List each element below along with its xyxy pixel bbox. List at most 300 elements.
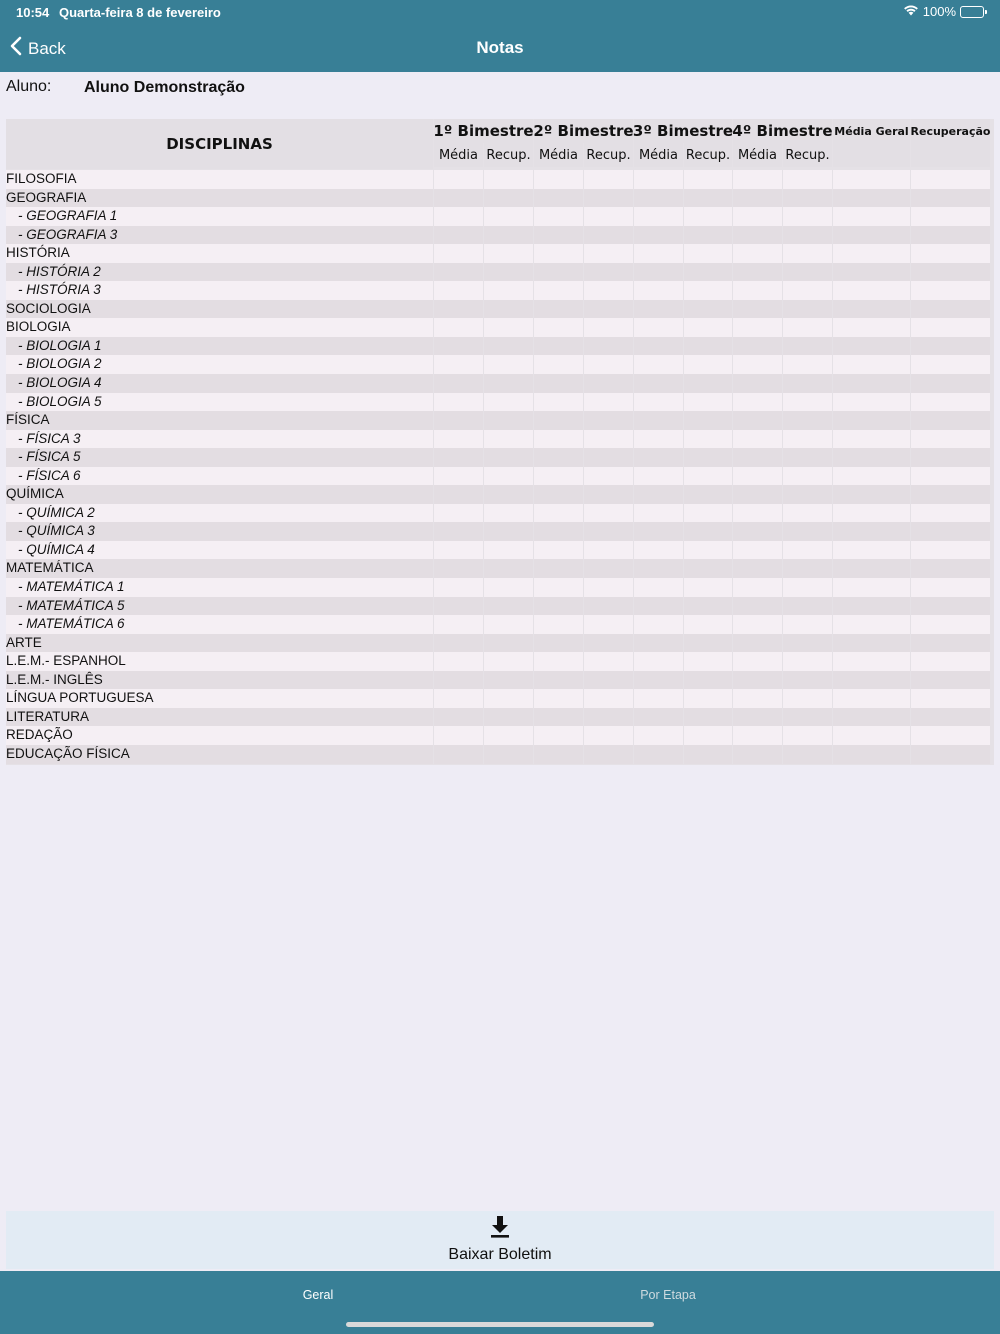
grade-cell — [684, 170, 732, 189]
grade-cell — [584, 689, 633, 708]
grade-cell — [434, 355, 483, 374]
table-row — [6, 189, 994, 208]
grade-cell — [783, 281, 832, 300]
recuperacao-subheader — [911, 143, 990, 167]
table-row — [6, 634, 994, 653]
grade-cell — [534, 634, 583, 653]
grade-cell — [833, 522, 910, 541]
table-row — [6, 226, 994, 245]
grade-cell — [833, 448, 910, 467]
table-row — [6, 615, 994, 634]
grade-cell — [484, 485, 533, 504]
grade-cell — [534, 337, 583, 356]
grade-cell — [584, 374, 633, 393]
grade-cell — [733, 634, 782, 653]
grade-cell — [534, 689, 583, 708]
grade-cell — [833, 430, 910, 449]
table-row — [6, 411, 994, 430]
grade-cell — [584, 170, 633, 189]
discipline-name: FÍSICA — [6, 411, 433, 430]
grade-cell — [783, 671, 832, 690]
grade-cell — [534, 578, 583, 597]
grade-cell — [484, 504, 533, 523]
grade-cell — [833, 597, 910, 616]
grade-cell — [783, 634, 832, 653]
grade-cell — [434, 615, 483, 634]
grade-cell — [783, 689, 832, 708]
tab-por-etapa[interactable]: Por Etapa — [640, 1288, 696, 1302]
grade-cell — [833, 504, 910, 523]
grade-cell — [911, 541, 990, 560]
grade-cell — [911, 430, 990, 449]
grade-cell — [584, 281, 633, 300]
table-row — [6, 393, 994, 412]
grade-cell — [783, 541, 832, 560]
grade-cell — [833, 244, 910, 263]
grade-cell — [833, 355, 910, 374]
discipline-name: - QUÍMICA 4 — [6, 541, 433, 560]
grade-cell — [584, 726, 633, 745]
download-report-button[interactable] — [6, 1211, 994, 1269]
grade-cell — [634, 374, 683, 393]
discipline-name: - QUÍMICA 2 — [6, 504, 433, 523]
table-row — [6, 355, 994, 374]
table-row — [6, 430, 994, 449]
grade-cell — [434, 559, 483, 578]
discipline-name: L.E.M.- ESPANHOL — [6, 652, 433, 671]
grade-cell — [534, 189, 583, 208]
grade-cell — [783, 615, 832, 634]
table-row — [6, 559, 994, 578]
table-row — [6, 300, 994, 319]
grade-cell — [484, 226, 533, 245]
grade-cell — [783, 355, 832, 374]
grade-cell — [733, 671, 782, 690]
grade-cell — [534, 485, 583, 504]
grade-cell — [684, 189, 732, 208]
grade-cell — [733, 226, 782, 245]
table-row — [6, 207, 994, 226]
grade-cell — [684, 318, 732, 337]
media-subheader: Média — [634, 143, 683, 167]
grade-cell — [833, 170, 910, 189]
grade-cell — [434, 393, 483, 412]
grade-cell — [484, 708, 533, 727]
grade-cell — [634, 485, 683, 504]
grade-cell — [484, 393, 533, 412]
grade-cell — [911, 615, 990, 634]
grade-cell — [534, 244, 583, 263]
grade-cell — [833, 745, 910, 764]
grade-cell — [484, 244, 533, 263]
grade-cell — [733, 207, 782, 226]
grade-cell — [534, 411, 583, 430]
status-date: Quarta-feira 8 de fevereiro — [59, 5, 221, 20]
discipline-name: - FÍSICA 5 — [6, 448, 433, 467]
grade-cell — [684, 263, 732, 282]
grade-cell — [434, 708, 483, 727]
grade-cell — [584, 578, 633, 597]
grade-cell — [584, 226, 633, 245]
grade-cell — [434, 522, 483, 541]
grade-cell — [684, 337, 732, 356]
grade-cell — [733, 615, 782, 634]
grade-cell — [484, 263, 533, 282]
grade-cell — [833, 559, 910, 578]
grade-cell — [684, 300, 732, 319]
grade-cell — [434, 467, 483, 486]
grade-cell — [534, 374, 583, 393]
grade-cell — [911, 337, 990, 356]
grade-cell — [911, 448, 990, 467]
grade-cell — [833, 207, 910, 226]
discipline-name: REDAÇÃO — [6, 726, 433, 745]
grade-cell — [911, 318, 990, 337]
grade-cell — [733, 504, 782, 523]
grade-cell — [634, 726, 683, 745]
grade-cell — [584, 745, 633, 764]
grade-cell — [584, 393, 633, 412]
grade-cell — [534, 300, 583, 319]
grade-cell — [534, 263, 583, 282]
grade-cell — [434, 671, 483, 690]
grade-cell — [911, 559, 990, 578]
grade-cell — [783, 726, 832, 745]
grade-cell — [484, 467, 533, 486]
grade-cell — [634, 281, 683, 300]
table-row — [6, 578, 994, 597]
navigation-bar — [0, 24, 1000, 72]
grade-cell — [783, 189, 832, 208]
grade-cell — [911, 189, 990, 208]
discipline-name: - MATEMÁTICA 1 — [6, 578, 433, 597]
grade-cell — [911, 411, 990, 430]
grade-cell — [634, 559, 683, 578]
grade-cell — [584, 559, 633, 578]
media-subheader: Média — [434, 143, 483, 167]
grade-cell — [684, 559, 732, 578]
grade-cell — [733, 318, 782, 337]
grade-cell — [833, 318, 910, 337]
grade-cell — [733, 374, 782, 393]
table-row — [6, 726, 994, 745]
grade-cell — [684, 541, 732, 560]
table-row — [6, 522, 994, 541]
status-bar — [0, 0, 1000, 24]
grade-cell — [484, 634, 533, 653]
battery-percent: 100% — [922, 4, 956, 19]
grade-cell — [783, 708, 832, 727]
grade-cell — [484, 726, 533, 745]
grade-cell — [484, 170, 533, 189]
grade-cell — [733, 578, 782, 597]
grade-cell — [434, 430, 483, 449]
grade-cell — [684, 355, 732, 374]
grade-cell — [684, 393, 732, 412]
grade-cell — [833, 374, 910, 393]
grade-cell — [534, 430, 583, 449]
grade-cell — [634, 634, 683, 653]
grade-cell — [684, 448, 732, 467]
discipline-name: - BIOLOGIA 5 — [6, 393, 433, 412]
grade-cell — [534, 745, 583, 764]
grade-cell — [911, 634, 990, 653]
grade-cell — [634, 318, 683, 337]
grade-cell — [484, 652, 533, 671]
grade-cell — [783, 485, 832, 504]
discipline-name: LITERATURA — [6, 708, 433, 727]
table-row — [6, 467, 994, 486]
grade-cell — [584, 207, 633, 226]
grade-cell — [584, 411, 633, 430]
grade-cell — [634, 652, 683, 671]
grade-cell — [783, 318, 832, 337]
grade-cell — [534, 170, 583, 189]
grade-cell — [733, 448, 782, 467]
grade-cell — [534, 652, 583, 671]
grade-cell — [911, 597, 990, 616]
grade-cell — [783, 226, 832, 245]
grade-cell — [434, 578, 483, 597]
grade-cell — [484, 355, 533, 374]
grade-cell — [434, 207, 483, 226]
discipline-name: - FÍSICA 3 — [6, 430, 433, 449]
grade-cell — [733, 708, 782, 727]
grade-cell — [733, 393, 782, 412]
grade-cell — [534, 318, 583, 337]
battery-icon — [960, 6, 984, 18]
grade-cell — [783, 207, 832, 226]
grade-cell — [584, 615, 633, 634]
table-row — [6, 244, 994, 263]
grade-cell — [534, 467, 583, 486]
grade-cell — [484, 578, 533, 597]
grade-cell — [783, 374, 832, 393]
grade-cell — [434, 726, 483, 745]
grade-cell — [911, 300, 990, 319]
grade-cell — [911, 671, 990, 690]
table-row — [6, 689, 994, 708]
grade-cell — [833, 652, 910, 671]
discipline-name: FILOSOFIA — [6, 170, 433, 189]
tab-geral[interactable]: Geral — [302, 1288, 334, 1302]
table-row — [6, 318, 994, 337]
grade-cell — [484, 189, 533, 208]
grade-cell — [584, 263, 633, 282]
grade-cell — [584, 300, 633, 319]
discipline-name: MATEMÁTICA — [6, 559, 433, 578]
grade-cell — [634, 263, 683, 282]
grade-cell — [634, 541, 683, 560]
grade-cell — [911, 522, 990, 541]
grade-cell — [534, 597, 583, 616]
grade-cell — [733, 300, 782, 319]
student-label: Aluno: — [6, 78, 52, 95]
grade-cell — [684, 745, 732, 764]
grade-cell — [684, 578, 732, 597]
grade-cell — [783, 597, 832, 616]
grade-cell — [783, 300, 832, 319]
grade-cell — [434, 189, 483, 208]
grade-cell — [911, 281, 990, 300]
grade-cell — [684, 634, 732, 653]
grade-cell — [833, 189, 910, 208]
grade-cell — [634, 615, 683, 634]
grade-cell — [833, 226, 910, 245]
grade-cell — [783, 559, 832, 578]
grade-cell — [911, 726, 990, 745]
grade-cell — [783, 393, 832, 412]
grade-cell — [434, 263, 483, 282]
grade-cell — [634, 244, 683, 263]
grade-cell — [634, 393, 683, 412]
grade-cell — [584, 430, 633, 449]
grade-cell — [584, 597, 633, 616]
grade-cell — [534, 615, 583, 634]
grade-cell — [733, 559, 782, 578]
grade-cell — [484, 559, 533, 578]
grade-cell — [733, 467, 782, 486]
grade-cell — [534, 355, 583, 374]
grade-cell — [634, 300, 683, 319]
grade-cell — [534, 726, 583, 745]
grade-cell — [484, 430, 533, 449]
grade-cell — [534, 393, 583, 412]
grade-cell — [434, 337, 483, 356]
grade-cell — [634, 689, 683, 708]
media-subheader: Média — [733, 143, 782, 167]
grade-cell — [534, 504, 583, 523]
grade-cell — [783, 467, 832, 486]
grade-cell — [783, 411, 832, 430]
download-icon — [490, 1215, 510, 1244]
disciplines-header: DISCIPLINAS — [6, 119, 433, 169]
grade-cell — [534, 281, 583, 300]
media-subheader: Média — [534, 143, 583, 167]
grade-cell — [434, 226, 483, 245]
grade-cell — [833, 337, 910, 356]
grade-cell — [911, 504, 990, 523]
grade-cell — [584, 541, 633, 560]
discipline-name: - GEOGRAFIA 3 — [6, 226, 433, 245]
grade-cell — [684, 726, 732, 745]
grade-cell — [434, 689, 483, 708]
grade-cell — [833, 393, 910, 412]
grade-cell — [534, 226, 583, 245]
grade-cell — [634, 170, 683, 189]
grade-cell — [833, 689, 910, 708]
grade-cell — [434, 374, 483, 393]
grade-cell — [733, 189, 782, 208]
grade-cell — [833, 467, 910, 486]
grade-cell — [783, 652, 832, 671]
grade-cell — [634, 467, 683, 486]
grade-cell — [684, 485, 732, 504]
discipline-name: ARTE — [6, 634, 433, 653]
grade-cell — [634, 671, 683, 690]
grade-cell — [684, 652, 732, 671]
wifi-icon — [903, 4, 919, 19]
grade-cell — [733, 411, 782, 430]
grade-cell — [733, 726, 782, 745]
grade-cell — [534, 708, 583, 727]
discipline-name: SOCIOLOGIA — [6, 300, 433, 319]
grade-cell — [484, 207, 533, 226]
grade-cell — [911, 393, 990, 412]
grade-cell — [783, 522, 832, 541]
grade-cell — [833, 485, 910, 504]
grade-cell — [911, 244, 990, 263]
grade-cell — [733, 170, 782, 189]
grade-cell — [434, 411, 483, 430]
grade-cell — [534, 541, 583, 560]
table-row — [6, 597, 994, 616]
grade-cell — [434, 745, 483, 764]
grade-cell — [684, 226, 732, 245]
grade-cell — [584, 485, 633, 504]
grade-cell — [733, 355, 782, 374]
grades-table — [6, 119, 994, 765]
table-row — [6, 281, 994, 300]
grade-cell — [783, 170, 832, 189]
grade-cell — [434, 281, 483, 300]
grade-cell — [911, 263, 990, 282]
grade-cell — [684, 597, 732, 616]
grade-cell — [484, 374, 533, 393]
grade-cell — [434, 318, 483, 337]
grade-cell — [733, 597, 782, 616]
grade-cell — [833, 671, 910, 690]
table-row — [6, 504, 994, 523]
grade-cell — [684, 708, 732, 727]
grade-cell — [833, 578, 910, 597]
grade-cell — [584, 355, 633, 374]
grade-cell — [783, 244, 832, 263]
grade-cell — [584, 189, 633, 208]
grade-cell — [484, 300, 533, 319]
bimester-2-header: 2º Bimestre — [534, 119, 633, 143]
bimester-4-header: 4º Bimestre — [733, 119, 832, 143]
grade-cell — [634, 430, 683, 449]
discipline-name: LÍNGUA PORTUGUESA — [6, 689, 433, 708]
page-title: Notas — [476, 38, 524, 57]
table-row — [6, 448, 994, 467]
grade-cell — [833, 300, 910, 319]
discipline-name: QUÍMICA — [6, 485, 433, 504]
grade-cell — [484, 281, 533, 300]
table-row — [6, 485, 994, 504]
grade-cell — [911, 652, 990, 671]
discipline-name: BIOLOGIA — [6, 318, 433, 337]
grade-cell — [584, 504, 633, 523]
grade-cell — [684, 374, 732, 393]
grade-cell — [684, 522, 732, 541]
grade-cell — [684, 615, 732, 634]
grade-cell — [733, 430, 782, 449]
table-row — [6, 652, 994, 671]
grade-cell — [434, 652, 483, 671]
grade-cell — [584, 522, 633, 541]
grade-cell — [634, 504, 683, 523]
grade-cell — [684, 411, 732, 430]
grade-cell — [911, 355, 990, 374]
status-right — [903, 4, 984, 19]
grade-cell — [534, 448, 583, 467]
grade-cell — [833, 726, 910, 745]
grade-cell — [434, 485, 483, 504]
grade-cell — [484, 745, 533, 764]
grade-cell — [584, 448, 633, 467]
